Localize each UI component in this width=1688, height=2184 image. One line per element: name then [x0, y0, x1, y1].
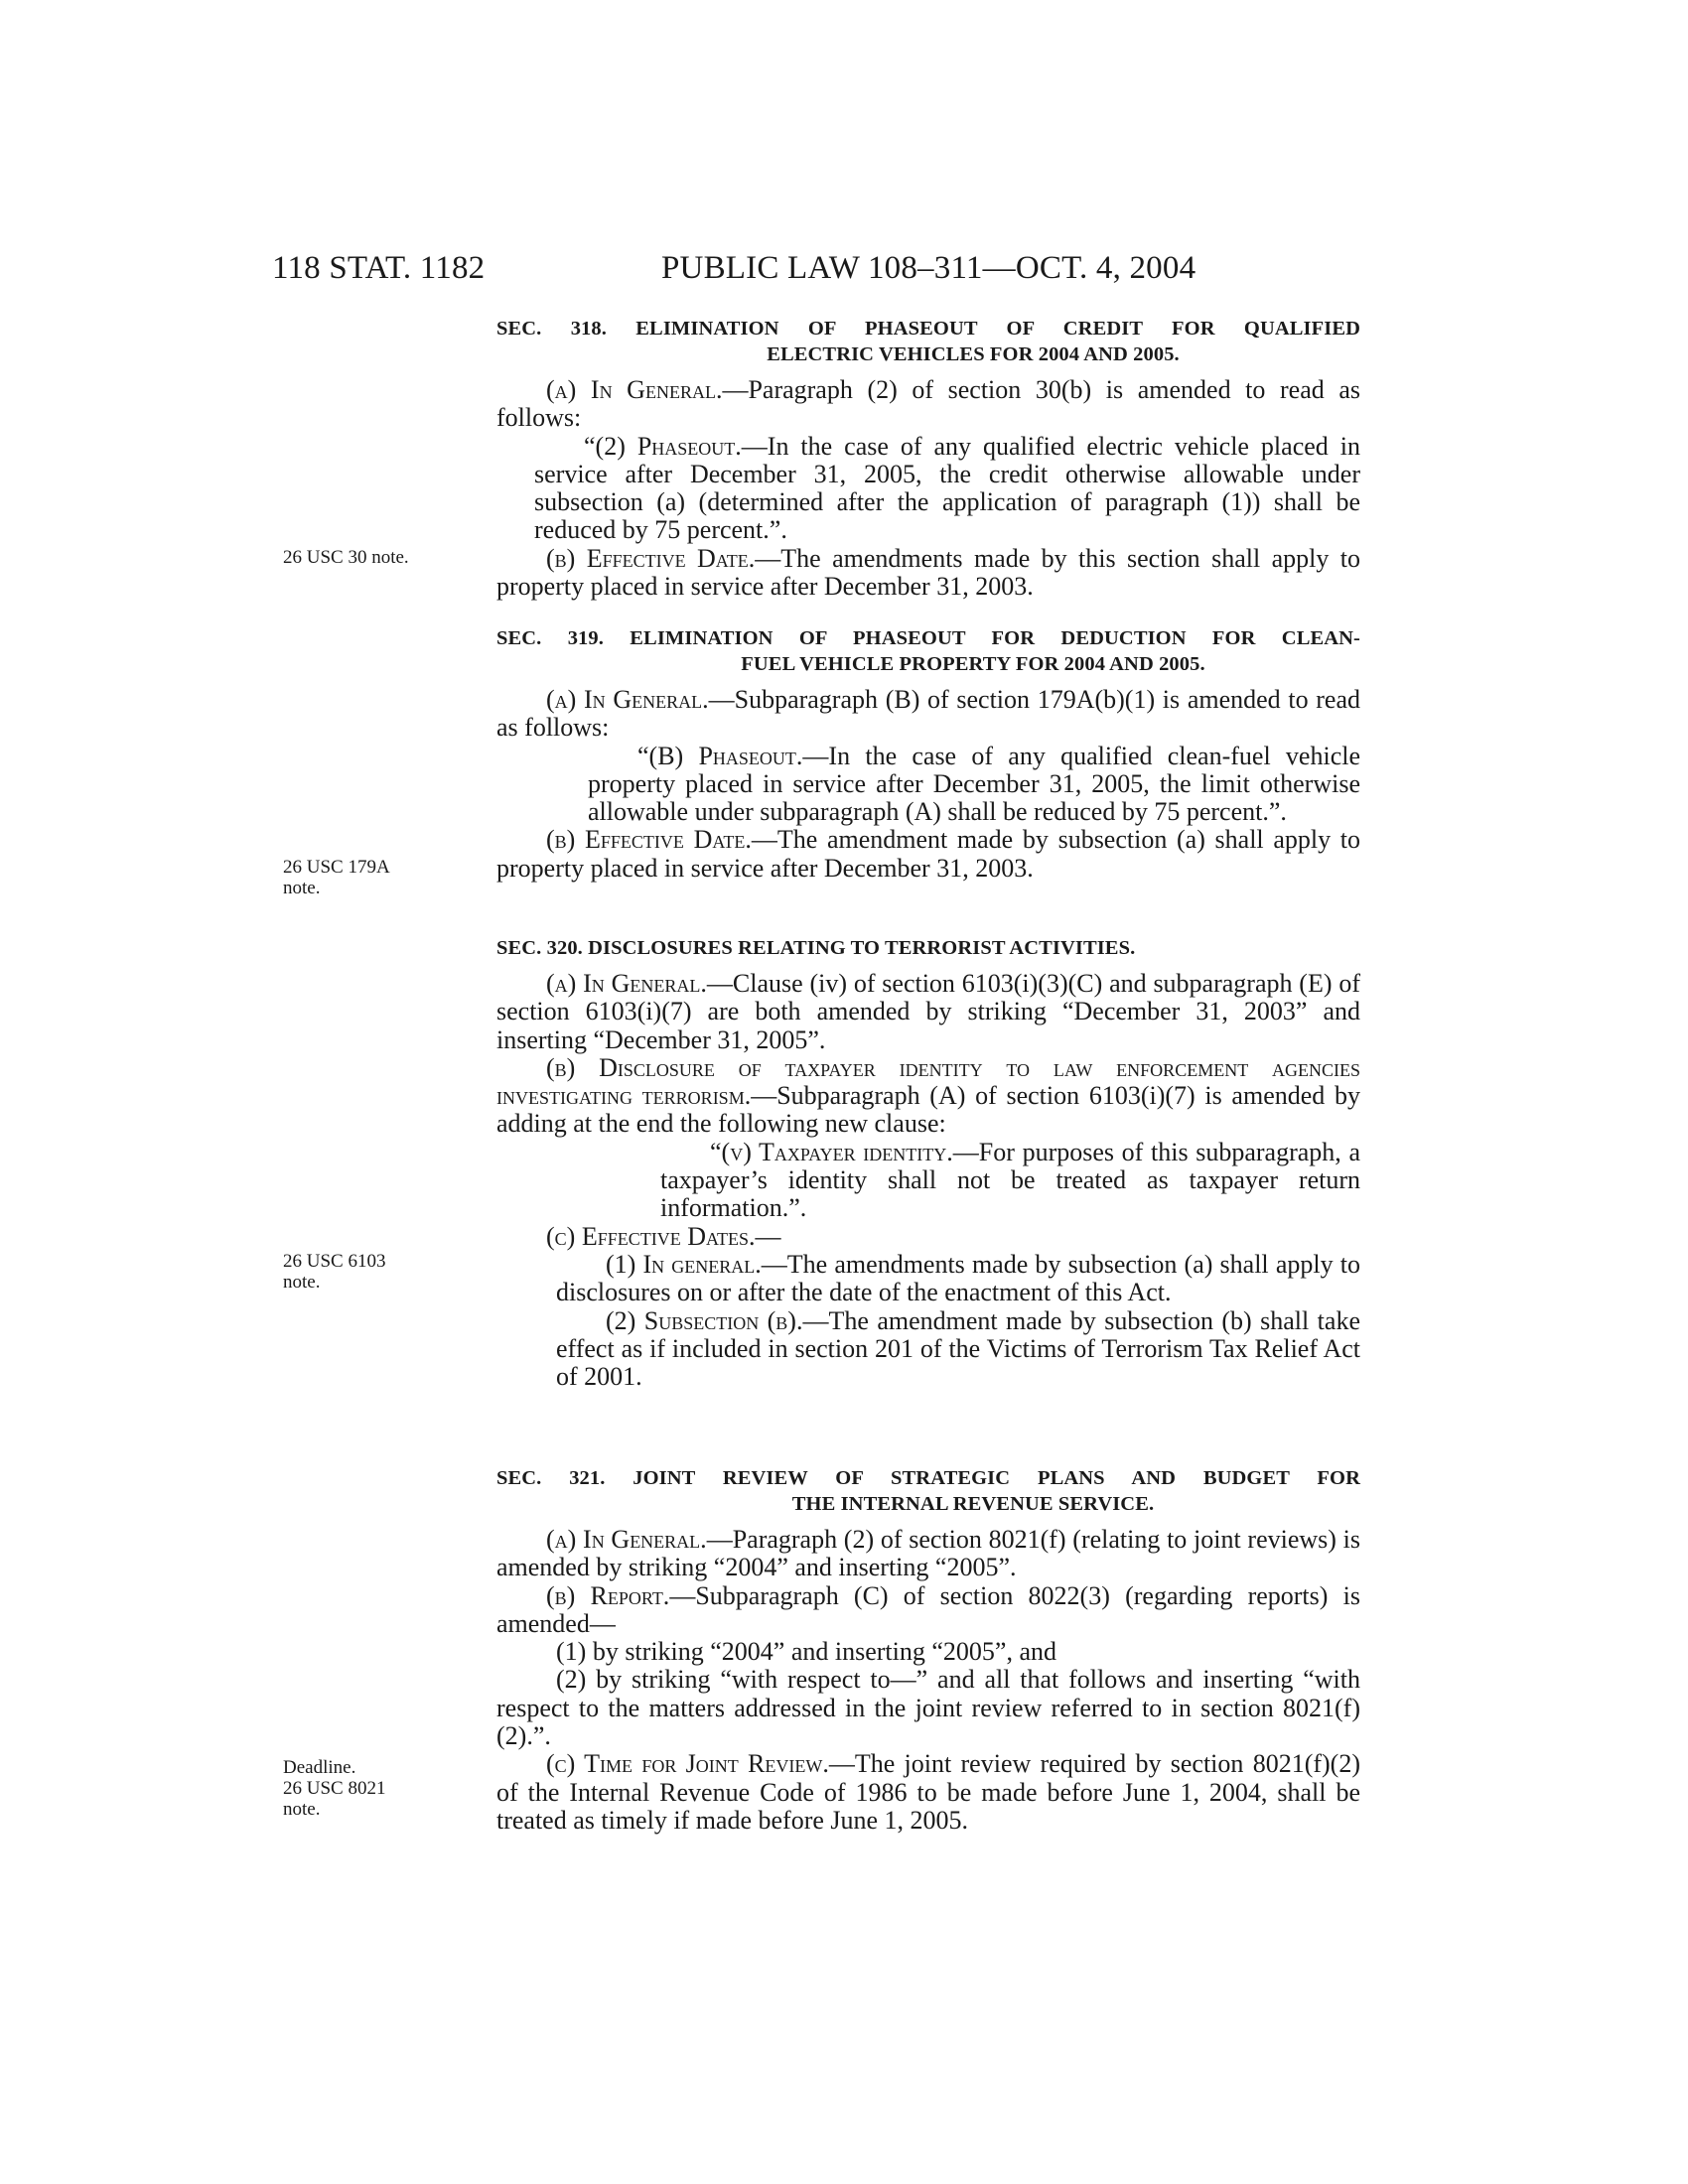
quoted-clause: “(v) Taxpayer identity.—For purposes of this subparagraph, a taxpayer’s identity shall not be treated as taxpayer return information.”.: [660, 1137, 1360, 1223]
subsection-a: (a) In General.—Paragraph (2) of section 8021(f) (relating to joint reviews) is amended by striking “2004” and inserting “2005”.: [496, 1525, 1360, 1582]
subsection-b: (b) Report.—Subparagraph (C) of section 8022(3) (regarding reports) is amended—: [496, 1580, 1360, 1638]
quoted-paragraph: “(2) Phaseout.—In the case of any qualified electric vehicle placed in service after December 31, 2005, the credit otherwise allowable under subsection (a) (determined after the application of paragraph (1)) shall be reduced by 75 percent.”.: [534, 431, 1360, 545]
subsection-a: (a) In General.—Clause (iv) of section 6103(i)(3)(C) and subparagraph (E) of section 6103(i)(7) are both amended by striking “December 31, 2003” and inserting “December 31, 2005”.: [496, 969, 1360, 1054]
subsection-b: (b) Disclosure of taxpayer identity to law enforcement agencies investigating terrorism.—Subparagraph (A) of section 6103(i)(7) is amended by adding at the end the following new clause:: [496, 1052, 1360, 1139]
statute-page-number: 118 STAT. 1182: [272, 250, 486, 286]
subsection-c: (c) Effective Dates.—: [546, 1221, 781, 1251]
paragraph-b2: (2) by striking “with respect to—” and all that follows and inserting “with respect to the matters addressed in the joint review referred to in section 8021(f)(2).”.: [496, 1665, 1360, 1751]
section-318: [496, 316, 1360, 601]
section-heading: SEC. 321. JOINT REVIEW OF STRATEGIC PLANS AND BUDGET FOR THE INTERNAL REVENUE SERVICE.: [496, 1467, 1360, 1515]
paragraph-b1: (1) by striking “2004” and inserting “2005”, and: [556, 1637, 1056, 1667]
section-319: [496, 625, 1360, 883]
margin-note: 26 USC 179A note.: [283, 857, 390, 898]
margin-note: Deadline. 26 USC 8021 note.: [283, 1757, 386, 1820]
section-heading: SEC. 320. DISCLOSURES RELATING TO TERRORIST ACTIVITIES.: [496, 937, 1136, 959]
subsection-a: (a) In General.—Subparagraph (B) of section 179A(b)(1) is amended to read as follows:: [496, 685, 1360, 743]
paragraph-c2: (2) Subsection (b).—The amendment made by subsection (b) shall take effect as if included in section 201 of the Victims of Terrorism Tax Relief Act of 2001.: [556, 1305, 1360, 1392]
subsection-c: (c) Time for Joint Review.—The joint review required by section 8021(f)(2) of the Internal Revenue Code of 1986 to be made before June 1, 2004, shall be treated as timely if made before June 1, 2005.: [496, 1749, 1360, 1835]
subsection-a: (a) In General.—Paragraph (2) of section 30(b) is amended to read as follows:: [496, 375, 1360, 433]
section-heading: SEC. 319. ELIMINATION OF PHASEOUT FOR DEDUCTION FOR CLEAN- FUEL VEHICLE PROPERTY FOR 2004 AND 2005.: [496, 627, 1360, 675]
quoted-paragraph: “(B) Phaseout.—In the case of any qualified clean-fuel vehicle property placed in service after December 31, 2005, the limit otherwise allowable under subparagraph (A) shall be reduced by 75 percent.”.: [588, 741, 1360, 827]
running-head: PUBLIC LAW 108–311—OCT. 4, 2004: [661, 250, 1196, 286]
margin-note: 26 USC 6103 note.: [283, 1251, 386, 1293]
section-heading: SEC. 318. ELIMINATION OF PHASEOUT OF CREDIT FOR QUALIFIED ELECTRIC VEHICLES FOR 2004 AND 2005.: [496, 318, 1360, 365]
subsection-b: (b) Effective Date.—The amendments made by this section shall apply to property placed in service after December 31, 2003.: [496, 543, 1360, 602]
section-321: [496, 1465, 1360, 1835]
margin-note: 26 USC 30 note.: [283, 547, 409, 568]
section-320: [496, 935, 1360, 1391]
paragraph-c1: (1) In general.—The amendments made by subsection (a) shall apply to disclosures on or after the date of the enactment of this Act.: [556, 1249, 1360, 1307]
subsection-b: (b) Effective Date.—The amendment made by subsection (a) shall apply to property placed in service after December 31, 2003.: [496, 825, 1360, 883]
